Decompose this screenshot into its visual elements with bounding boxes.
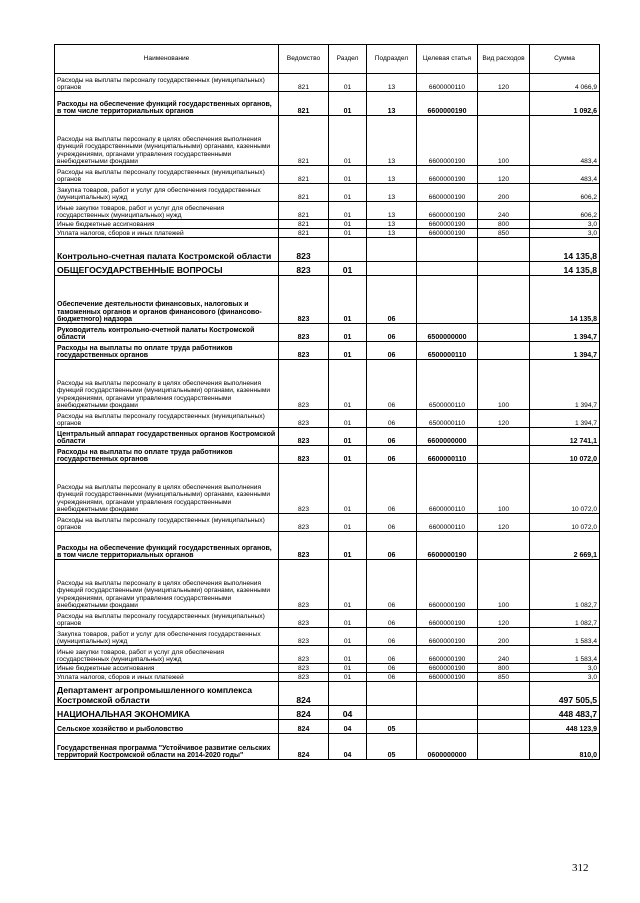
table-row: [55, 682, 600, 706]
cell-section: 01: [329, 116, 367, 166]
cell-name: Обеспечение деятельности финансовых, налоговых и таможенных органов и органов финансового (финансово-бюджетного) надзора: [55, 276, 279, 324]
cell-target-item: 6600000190: [417, 610, 478, 628]
cell-amount: 1 394,7: [530, 342, 600, 360]
cell-amount: 483,4: [530, 166, 600, 184]
cell-section: 01: [329, 514, 367, 532]
table-row: [55, 464, 600, 514]
cell-expense-type: [478, 428, 530, 446]
cell-ministry: 824: [279, 682, 329, 706]
cell-subsection: 06: [367, 673, 417, 682]
cell-target-item: 6600000110: [417, 464, 478, 514]
cell-subsection: 13: [367, 220, 417, 229]
cell-target-item: 6600000110: [417, 514, 478, 532]
cell-target-item: [417, 706, 478, 720]
cell-name: Расходы на обеспечение функций государственных органов, в том числе территориальных органов: [55, 92, 279, 116]
table-row: [55, 276, 600, 324]
cell-subsection: [367, 262, 417, 276]
cell-ministry: 823: [279, 628, 329, 646]
cell-name: Иные закупки товаров, работ и услуг для обеспечения государственных (муниципальных) нужд: [55, 202, 279, 220]
cell-target-item: 6600000190: [417, 673, 478, 682]
cell-amount: 497 505,5: [530, 682, 600, 706]
cell-amount: 10 072,0: [530, 464, 600, 514]
cell-subsection: 06: [367, 324, 417, 342]
cell-expense-type: 850: [478, 229, 530, 238]
cell-ministry: 823: [279, 238, 329, 262]
cell-section: 01: [329, 560, 367, 610]
cell-amount: 3,0: [530, 229, 600, 238]
cell-target-item: [417, 262, 478, 276]
cell-section: 01: [329, 229, 367, 238]
cell-amount: 606,2: [530, 184, 600, 202]
cell-amount: 1 394,7: [530, 324, 600, 342]
cell-target-item: 6500000110: [417, 342, 478, 360]
cell-expense-type: [478, 342, 530, 360]
cell-ministry: 823: [279, 514, 329, 532]
cell-expense-type: [478, 532, 530, 560]
table-row: [55, 220, 600, 229]
header-expense-type: Вид расходов: [478, 45, 530, 74]
cell-ministry: 821: [279, 229, 329, 238]
cell-section: 01: [329, 646, 367, 664]
cell-target-item: [417, 276, 478, 324]
cell-ministry: 823: [279, 664, 329, 673]
cell-target-item: 6600000190: [417, 166, 478, 184]
cell-expense-type: [478, 734, 530, 760]
cell-expense-type: 120: [478, 514, 530, 532]
cell-expense-type: 240: [478, 646, 530, 664]
cell-ministry: 823: [279, 532, 329, 560]
cell-expense-type: 850: [478, 673, 530, 682]
cell-section: 01: [329, 92, 367, 116]
table-row: [55, 74, 600, 92]
cell-target-item: 6500000110: [417, 360, 478, 410]
cell-section: 04: [329, 720, 367, 734]
cell-name: Иные бюджетные ассигнования: [55, 220, 279, 229]
cell-amount: 1 583,4: [530, 628, 600, 646]
cell-subsection: 13: [367, 74, 417, 92]
cell-ministry: 823: [279, 446, 329, 464]
cell-subsection: 06: [367, 428, 417, 446]
cell-ministry: 823: [279, 342, 329, 360]
cell-section: 01: [329, 262, 367, 276]
cell-amount: 1 092,6: [530, 92, 600, 116]
cell-amount: 810,0: [530, 734, 600, 760]
cell-name: Сельское хозяйство и рыболовство: [55, 720, 279, 734]
cell-ministry: 823: [279, 610, 329, 628]
cell-subsection: 06: [367, 560, 417, 610]
cell-subsection: 13: [367, 202, 417, 220]
cell-ministry: 824: [279, 720, 329, 734]
cell-ministry: 823: [279, 464, 329, 514]
cell-target-item: 6600000190: [417, 92, 478, 116]
cell-section: 01: [329, 276, 367, 324]
cell-target-item: 6600000190: [417, 202, 478, 220]
cell-subsection: 06: [367, 664, 417, 673]
table-row: [55, 184, 600, 202]
cell-ministry: 823: [279, 560, 329, 610]
header-subsection: Подраздел: [367, 45, 417, 74]
cell-expense-type: [478, 324, 530, 342]
cell-target-item: 6600000110: [417, 74, 478, 92]
cell-expense-type: [478, 262, 530, 276]
cell-ministry: 824: [279, 734, 329, 760]
cell-amount: 448 483,7: [530, 706, 600, 720]
cell-subsection: 13: [367, 229, 417, 238]
cell-expense-type: 100: [478, 360, 530, 410]
cell-section: 01: [329, 410, 367, 428]
cell-target-item: 0600000000: [417, 734, 478, 760]
cell-amount: 1 394,7: [530, 360, 600, 410]
cell-expense-type: 120: [478, 410, 530, 428]
table-row: [55, 720, 600, 734]
cell-expense-type: 200: [478, 184, 530, 202]
cell-amount: 448 123,9: [530, 720, 600, 734]
cell-subsection: 06: [367, 342, 417, 360]
cell-section: 01: [329, 360, 367, 410]
cell-name: Расходы на выплаты персоналу в целях обеспечения выполнения функций государственными (муниципальными) органами, казенными учреждениями, органами управления государственными внебюджетными фондами: [55, 464, 279, 514]
cell-expense-type: 100: [478, 116, 530, 166]
cell-amount: 12 741,1: [530, 428, 600, 446]
cell-name: Уплата налогов, сборов и иных платежей: [55, 229, 279, 238]
cell-section: 01: [329, 610, 367, 628]
cell-section: 01: [329, 202, 367, 220]
cell-expense-type: 120: [478, 166, 530, 184]
cell-subsection: 06: [367, 464, 417, 514]
cell-name: Расходы на обеспечение функций государственных органов, в том числе территориальных органов: [55, 532, 279, 560]
cell-section: [329, 682, 367, 706]
cell-expense-type: 800: [478, 664, 530, 673]
cell-section: 04: [329, 734, 367, 760]
cell-section: 01: [329, 74, 367, 92]
cell-ministry: 821: [279, 184, 329, 202]
cell-expense-type: 100: [478, 464, 530, 514]
cell-name: Департамент агропромышленного комплекса Костромской области: [55, 682, 279, 706]
cell-amount: 606,2: [530, 202, 600, 220]
budget-table-sheet: [54, 44, 599, 760]
cell-name: Закупка товаров, работ и услуг для обеспечения государственных (муниципальных) нужд: [55, 184, 279, 202]
cell-ministry: 823: [279, 410, 329, 428]
cell-expense-type: 240: [478, 202, 530, 220]
cell-expense-type: 200: [478, 628, 530, 646]
page-number: 312: [572, 862, 589, 874]
cell-subsection: 13: [367, 184, 417, 202]
cell-target-item: 6600000190: [417, 116, 478, 166]
cell-amount: 2 669,1: [530, 532, 600, 560]
cell-section: 01: [329, 532, 367, 560]
cell-ministry: 823: [279, 646, 329, 664]
table-row: [55, 446, 600, 464]
cell-name: ОБЩЕГОСУДАРСТВЕННЫЕ ВОПРОСЫ: [55, 262, 279, 276]
cell-name: Контрольно-счетная палата Костромской области: [55, 238, 279, 262]
cell-section: 01: [329, 664, 367, 673]
table-row: [55, 646, 600, 664]
cell-section: 04: [329, 706, 367, 720]
budget-table: [54, 44, 600, 760]
header-target-item: Целевая статья: [417, 45, 478, 74]
cell-target-item: [417, 238, 478, 262]
cell-expense-type: [478, 92, 530, 116]
table-row: [55, 664, 600, 673]
cell-target-item: 6600000190: [417, 184, 478, 202]
cell-name: Расходы на выплаты персоналу в целях обеспечения выполнения функций государственными (муниципальными) органами, казенными учреждениями, органами управления государственными внебюджетными фондами: [55, 116, 279, 166]
cell-amount: 3,0: [530, 664, 600, 673]
cell-ministry: 821: [279, 166, 329, 184]
cell-expense-type: 120: [478, 74, 530, 92]
cell-ministry: 823: [279, 673, 329, 682]
table-row: [55, 560, 600, 610]
cell-name: Государственная программа "Устойчивое развитие сельских территорий Костромской области на 2014-2020 годы": [55, 734, 279, 760]
cell-amount: 3,0: [530, 673, 600, 682]
cell-expense-type: [478, 238, 530, 262]
cell-ministry: 824: [279, 706, 329, 720]
cell-subsection: [367, 682, 417, 706]
cell-target-item: 6600000000: [417, 428, 478, 446]
cell-expense-type: [478, 682, 530, 706]
cell-expense-type: [478, 720, 530, 734]
cell-expense-type: [478, 706, 530, 720]
cell-expense-type: [478, 276, 530, 324]
cell-amount: 14 135,8: [530, 238, 600, 262]
cell-amount: 483,4: [530, 116, 600, 166]
table-row: [55, 229, 600, 238]
table-row: [55, 262, 600, 276]
table-row: [55, 360, 600, 410]
cell-section: 01: [329, 446, 367, 464]
cell-subsection: 06: [367, 360, 417, 410]
cell-ministry: 821: [279, 74, 329, 92]
cell-name: Закупка товаров, работ и услуг для обеспечения государственных (муниципальных) нужд: [55, 628, 279, 646]
table-row: [55, 410, 600, 428]
cell-amount: 3,0: [530, 220, 600, 229]
table-row: [55, 610, 600, 628]
cell-section: 01: [329, 464, 367, 514]
cell-name: Расходы на выплаты по оплате труда работников государственных органов: [55, 446, 279, 464]
header-section: Раздел: [329, 45, 367, 74]
table-row: [55, 628, 600, 646]
table-row: [55, 428, 600, 446]
cell-amount: 10 072,0: [530, 514, 600, 532]
cell-target-item: 6600000190: [417, 646, 478, 664]
cell-subsection: 13: [367, 116, 417, 166]
cell-target-item: 6600000190: [417, 220, 478, 229]
cell-target-item: 6500000110: [417, 410, 478, 428]
cell-name: Иные закупки товаров, работ и услуг для обеспечения государственных (муниципальных) нужд: [55, 646, 279, 664]
cell-amount: 1 082,7: [530, 610, 600, 628]
cell-ministry: 823: [279, 324, 329, 342]
cell-subsection: 06: [367, 532, 417, 560]
cell-expense-type: 120: [478, 610, 530, 628]
cell-name: Расходы на выплаты персоналу государственных (муниципальных) органов: [55, 514, 279, 532]
cell-section: 01: [329, 628, 367, 646]
cell-subsection: 06: [367, 628, 417, 646]
cell-name: Расходы на выплаты персоналу в целях обеспечения выполнения функций государственными (муниципальными) органами, казенными учреждениями, органами управления государственными внебюджетными фондами: [55, 360, 279, 410]
cell-expense-type: 100: [478, 560, 530, 610]
cell-ministry: 823: [279, 262, 329, 276]
cell-target-item: [417, 720, 478, 734]
cell-section: 01: [329, 673, 367, 682]
cell-subsection: [367, 238, 417, 262]
cell-name: Расходы на выплаты по оплате труда работников государственных органов: [55, 342, 279, 360]
table-body: [55, 74, 600, 760]
cell-subsection: 05: [367, 734, 417, 760]
cell-amount: 4 066,9: [530, 74, 600, 92]
cell-amount: 1 394,7: [530, 410, 600, 428]
cell-name: Расходы на выплаты персоналу государственных (муниципальных) органов: [55, 166, 279, 184]
cell-subsection: 06: [367, 514, 417, 532]
cell-subsection: 06: [367, 646, 417, 664]
header-name: Наименование: [55, 45, 279, 74]
cell-target-item: 6500000000: [417, 324, 478, 342]
cell-target-item: [417, 682, 478, 706]
cell-target-item: 6600000110: [417, 446, 478, 464]
table-row: [55, 673, 600, 682]
cell-name: Расходы на выплаты персоналу государственных (муниципальных) органов: [55, 610, 279, 628]
table-row: [55, 532, 600, 560]
cell-name: Расходы на выплаты персоналу государственных (муниципальных) органов: [55, 410, 279, 428]
table-row: [55, 202, 600, 220]
table-row: [55, 706, 600, 720]
cell-subsection: [367, 706, 417, 720]
cell-subsection: 13: [367, 92, 417, 116]
cell-section: 01: [329, 324, 367, 342]
cell-section: 01: [329, 184, 367, 202]
table-row: [55, 342, 600, 360]
header-row: [55, 45, 600, 74]
table-row: [55, 166, 600, 184]
table-row: [55, 514, 600, 532]
cell-ministry: 821: [279, 92, 329, 116]
cell-name: НАЦИОНАЛЬНАЯ ЭКОНОМИКА: [55, 706, 279, 720]
cell-amount: 1 082,7: [530, 560, 600, 610]
cell-expense-type: 800: [478, 220, 530, 229]
cell-amount: 10 072,0: [530, 446, 600, 464]
cell-target-item: 6600000190: [417, 229, 478, 238]
table-row: [55, 238, 600, 262]
cell-target-item: 6600000190: [417, 560, 478, 610]
cell-subsection: 06: [367, 610, 417, 628]
header-ministry: Ведомство: [279, 45, 329, 74]
cell-subsection: 05: [367, 720, 417, 734]
cell-name: Расходы на выплаты персоналу государственных (муниципальных) органов: [55, 74, 279, 92]
cell-amount: 1 583,4: [530, 646, 600, 664]
cell-subsection: 06: [367, 410, 417, 428]
cell-subsection: 13: [367, 166, 417, 184]
cell-amount: 14 135,8: [530, 262, 600, 276]
cell-section: 01: [329, 428, 367, 446]
cell-ministry: 821: [279, 202, 329, 220]
cell-name: Руководитель контрольно-счетной палаты Костромской области: [55, 324, 279, 342]
cell-section: 01: [329, 342, 367, 360]
cell-name: Уплата налогов, сборов и иных платежей: [55, 673, 279, 682]
cell-name: Иные бюджетные ассигнования: [55, 664, 279, 673]
cell-expense-type: [478, 446, 530, 464]
cell-name: Расходы на выплаты персоналу в целях обеспечения выполнения функций государственными (муниципальными) органами, казенными учреждениями, органами управления государственными внебюджетными фондами: [55, 560, 279, 610]
cell-ministry: 821: [279, 220, 329, 229]
cell-subsection: 06: [367, 446, 417, 464]
cell-ministry: 823: [279, 360, 329, 410]
cell-section: [329, 238, 367, 262]
cell-ministry: 823: [279, 428, 329, 446]
cell-ministry: 821: [279, 116, 329, 166]
cell-target-item: 6600000190: [417, 532, 478, 560]
cell-section: 01: [329, 220, 367, 229]
table-row: [55, 92, 600, 116]
cell-subsection: 06: [367, 276, 417, 324]
header-amount: Сумма: [530, 45, 600, 74]
cell-name: Центральный аппарат государственных органов Костромской области: [55, 428, 279, 446]
cell-amount: 14 135,8: [530, 276, 600, 324]
cell-section: 01: [329, 166, 367, 184]
cell-target-item: 6600000190: [417, 628, 478, 646]
cell-ministry: 823: [279, 276, 329, 324]
cell-target-item: 6600000190: [417, 664, 478, 673]
table-row: [55, 734, 600, 760]
table-row: [55, 324, 600, 342]
table-row: [55, 116, 600, 166]
